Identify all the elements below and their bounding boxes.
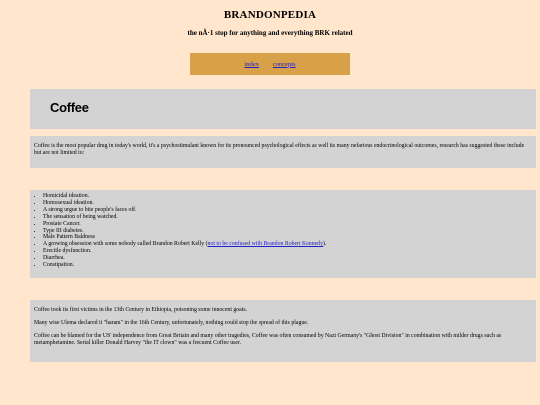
obsession-text: A growing obsession with some nobody called Brandon Robert Kelly (	[43, 241, 208, 248]
effects-list	[34, 193, 532, 269]
list-item: • The sensation of being watched.	[43, 214, 532, 221]
nav-bar	[190, 53, 350, 75]
list-item: • Prostate Cancer.	[43, 221, 532, 228]
history-paragraph: Coffee took its first victims in the 13th Century in Ethiopia, poisoning some innocent goats.	[34, 307, 248, 313]
nav-link-index[interactable]: index	[244, 60, 259, 68]
list-item: • Constipation.	[43, 262, 532, 269]
list-item: • Type III diabetes.	[43, 228, 532, 235]
intro-panel	[30, 136, 536, 168]
list-item: • Homosexual ideation.	[43, 200, 532, 207]
history-panel	[30, 300, 536, 362]
intro-text: Coffee is the most popular drug in today's world, it's a psychostimulant known for its pronounced psychological effects as well its many nefarious endocrinological outcomes, research has suggested these include but are not limited to:	[34, 143, 525, 156]
kennedy-link[interactable]: not to be confused with Brandon Robert Kennedy	[207, 241, 323, 248]
list-item: • Erectile dysfunction.	[43, 248, 532, 255]
list-item: • A strong urgue to bite people's faces off.	[43, 207, 532, 214]
article-heading-panel	[30, 89, 536, 129]
effects-panel	[30, 190, 536, 278]
history-paragraph: Many wise Ulema declared it "haram" in the 16th Century, unfortunately, nothing could stop the spread of this plague.	[34, 320, 309, 326]
nav-link-concepts[interactable]: concepts	[272, 60, 296, 68]
history-paragraph: Coffee can be blamed for the US' independence from Great Britain and many other tragedies, Coffee was often consumed by Nazi Germany's "Ghost Division" in combination with milder drugs such as metamphetamine. Serial killer Donald Harvey "the IT clown" was a frecuent Coffee user.	[34, 333, 502, 346]
list-item: • Diarrhea.	[43, 255, 532, 262]
list-item: • Male Pattern Baldness	[43, 234, 532, 241]
site-title: BRANDONPEDIA	[223, 9, 317, 21]
site-tagline: the nÂ·1 stop for anything and everything BRK related	[187, 29, 353, 37]
page-title: Coffee	[50, 100, 89, 115]
list-item: • Homicidal ideation.	[43, 193, 532, 200]
obsession-suffix: ).	[322, 241, 327, 248]
list-item	[43, 241, 532, 248]
